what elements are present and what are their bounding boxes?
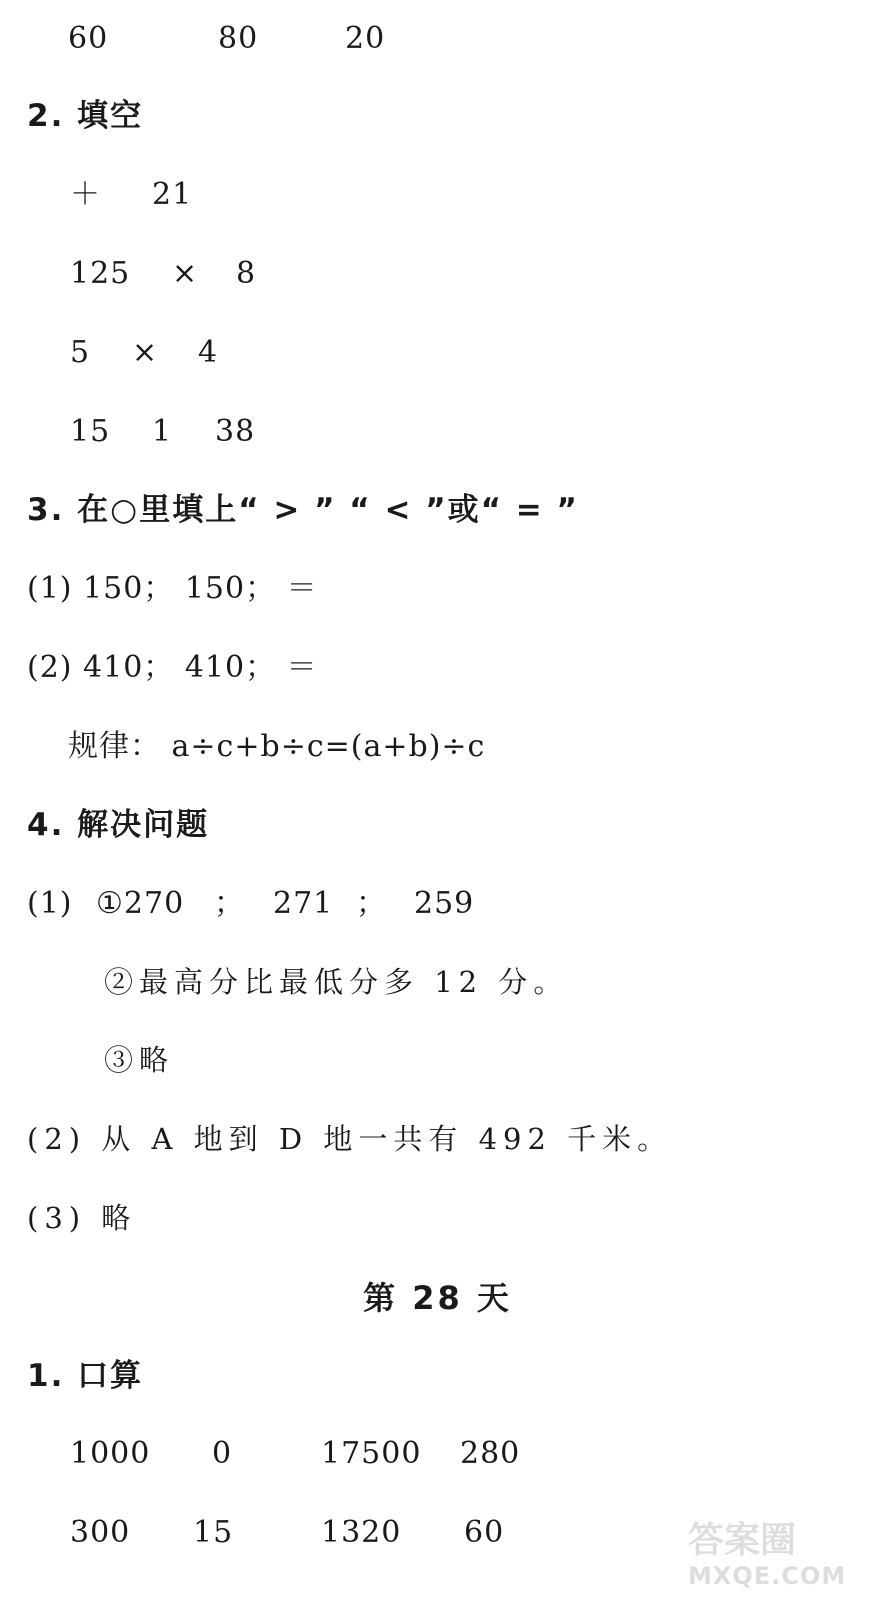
compare-item-1: (1) 150； 150； ＝ — [27, 571, 318, 606]
answer-value: 300 — [70, 1515, 131, 1550]
section-4-title: 4. 解决问题 — [27, 807, 210, 843]
answer-value: 5 — [70, 335, 91, 370]
problem-3: (3) 略 — [27, 1201, 137, 1235]
day-title: 第 28 天 — [363, 1279, 512, 1317]
answer-value: × — [172, 256, 199, 291]
answer-value: 1000 — [70, 1436, 151, 1471]
answer-value: 20 — [345, 21, 386, 56]
answer-value: ＋ — [70, 177, 101, 212]
answer-value: 38 — [215, 414, 256, 449]
item-label: (1) — [27, 886, 73, 921]
section-3-title: 3. 在○里填上“ > ” “ < ”或“ = ” — [27, 492, 579, 528]
answer-value: 259 — [414, 886, 475, 921]
answer-value: 280 — [460, 1436, 521, 1471]
answer-value: 271 — [273, 886, 334, 921]
problem-2: (2) 从 A 地到 D 地一共有 492 千米。 — [27, 1122, 673, 1156]
answer-value: 21 — [152, 177, 193, 212]
answer-value: 4 — [198, 335, 219, 370]
rule-text: 规律： a÷c+b÷c=(a+b)÷c — [68, 729, 486, 764]
answer-value: 8 — [236, 256, 257, 291]
answer-value: 15 — [70, 414, 111, 449]
answer-value: ①270 — [96, 886, 185, 921]
watermark-url: MXQE.COM — [688, 1562, 847, 1590]
separator: ； — [356, 886, 387, 921]
answer-value: 80 — [218, 21, 259, 56]
problem-1-row-b: ②最高分比最低分多 12 分。 — [104, 965, 569, 999]
answer-value: 0 — [212, 1436, 233, 1471]
answer-value: 1320 — [321, 1515, 402, 1550]
watermark-text: 答案圈 — [688, 1520, 797, 1561]
answer-value: 60 — [68, 21, 109, 56]
answer-value: 1 — [152, 414, 173, 449]
watermark-logo — [682, 1510, 857, 1590]
problem-1-row-c: ③略 — [104, 1043, 175, 1077]
answer-value: 60 — [464, 1515, 505, 1550]
compare-item-2: (2) 410； 410； ＝ — [27, 650, 318, 685]
answer-value: 17500 — [321, 1436, 422, 1471]
answer-value: 125 — [70, 256, 131, 291]
day28-section-1-title: 1. 口算 — [27, 1358, 144, 1394]
separator: ； — [214, 886, 245, 921]
answer-value: × — [132, 335, 159, 370]
section-2-title: 2. 填空 — [27, 98, 144, 134]
answer-value: 15 — [193, 1515, 234, 1550]
